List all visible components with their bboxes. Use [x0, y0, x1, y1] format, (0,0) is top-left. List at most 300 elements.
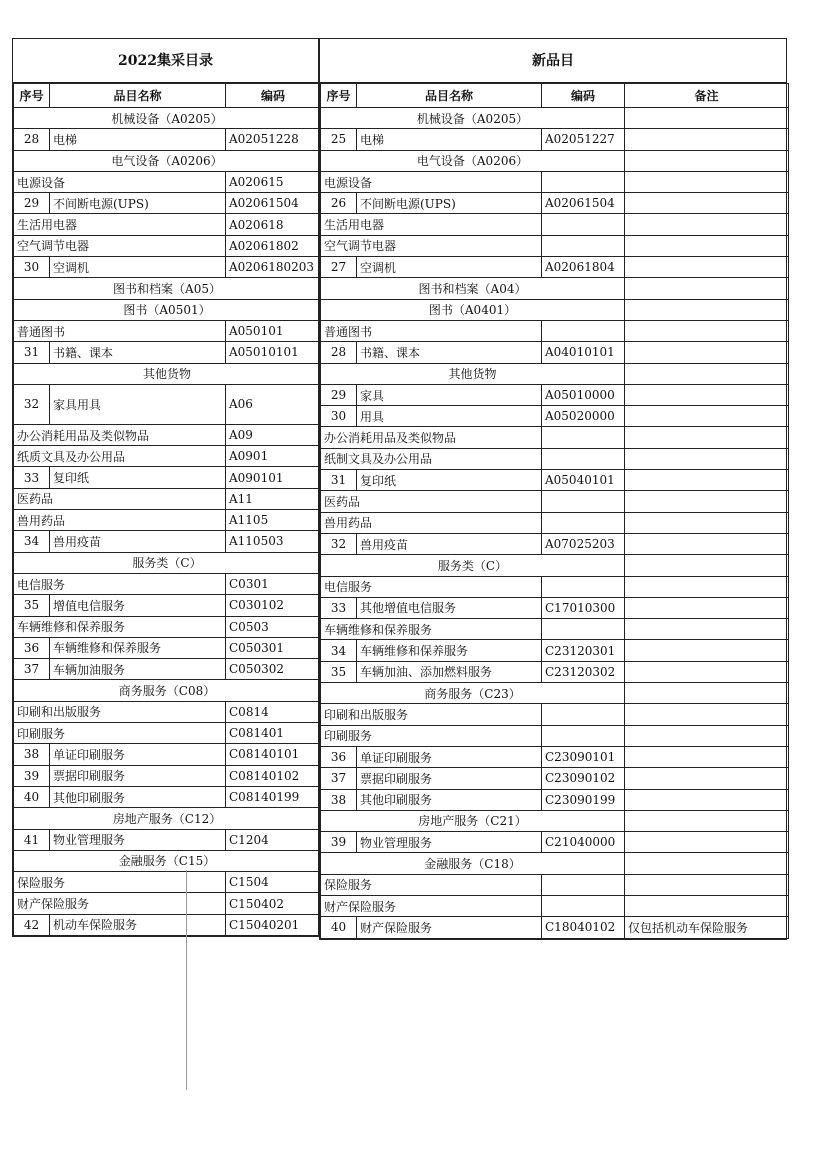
item-name: 增值电信服务	[50, 595, 226, 616]
note-cell	[625, 895, 789, 916]
group-row	[321, 491, 789, 512]
item-row	[321, 917, 789, 938]
header-name: 品目名称	[357, 84, 542, 108]
item-row	[321, 342, 789, 363]
catalog-table-new	[320, 83, 789, 939]
group-name: 纸制文具及办公用品	[321, 448, 542, 469]
group-name: 办公消耗用品及类似物品	[321, 427, 542, 448]
item-name: 车辆维修和保养服务	[357, 640, 542, 661]
code-cell	[542, 725, 625, 746]
item-row	[321, 597, 789, 618]
group-row	[321, 214, 789, 235]
code-cell: A02061504	[226, 193, 321, 214]
group-row	[321, 427, 789, 448]
group-row	[321, 171, 789, 192]
code-cell: C1504	[226, 872, 321, 893]
code-cell: A110503	[226, 531, 321, 552]
item-number: 40	[321, 917, 357, 938]
item-number: 32	[321, 533, 357, 554]
section-title: 商务服务（C23）	[321, 683, 625, 704]
item-row	[14, 744, 321, 765]
code-cell: C08140199	[226, 786, 321, 807]
code-cell: C23090199	[542, 789, 625, 810]
group-name: 车辆维修和保养服务	[14, 616, 226, 637]
group-name: 办公消耗用品及类似物品	[14, 424, 226, 445]
catalog-body	[14, 108, 321, 936]
item-number: 37	[321, 768, 357, 789]
code-cell: A07025203	[542, 533, 625, 554]
group-row	[14, 171, 321, 192]
code-cell	[542, 491, 625, 512]
section-row	[321, 108, 789, 129]
note-cell	[625, 576, 789, 597]
item-name: 其他增值电信服务	[357, 597, 542, 618]
note-cell	[625, 661, 789, 682]
code-cell	[542, 704, 625, 725]
item-number: 33	[321, 597, 357, 618]
group-name: 印刷和出版服务	[321, 704, 542, 725]
section-title: 机械设备（A0205）	[14, 108, 321, 129]
item-name: 车辆维修和保养服务	[50, 637, 226, 658]
note-cell	[625, 853, 789, 874]
code-cell: C050302	[226, 659, 321, 680]
section-row	[14, 808, 321, 829]
code-cell: C0503	[226, 616, 321, 637]
code-cell: C23120301	[542, 640, 625, 661]
item-number: 40	[14, 786, 50, 807]
group-row	[321, 448, 789, 469]
note-cell	[625, 278, 789, 299]
group-name: 兽用药品	[321, 512, 542, 533]
item-row	[14, 531, 321, 552]
section-row	[14, 150, 321, 171]
group-name: 印刷服务	[321, 725, 542, 746]
code-cell: C150402	[226, 893, 321, 914]
group-row	[14, 446, 321, 467]
group-name: 电信服务	[14, 573, 226, 594]
group-row	[14, 701, 321, 722]
group-row	[321, 704, 789, 725]
section-row	[321, 810, 789, 831]
code-cell: C030102	[226, 595, 321, 616]
note-cell	[625, 299, 789, 320]
item-name: 财产保险服务	[357, 917, 542, 938]
item-number: 33	[14, 467, 50, 488]
code-cell	[542, 576, 625, 597]
section-row	[321, 853, 789, 874]
group-row	[14, 893, 321, 914]
group-row	[321, 725, 789, 746]
item-number: 38	[321, 789, 357, 810]
item-number: 39	[321, 832, 357, 853]
group-name: 保险服务	[321, 874, 542, 895]
item-row	[14, 129, 321, 150]
group-name: 财产保险服务	[14, 893, 226, 914]
code-cell: A06	[226, 384, 321, 424]
code-cell: C0301	[226, 573, 321, 594]
group-name: 生活用电器	[14, 214, 226, 235]
section-row	[14, 278, 321, 299]
section-title: 电气设备（A0206）	[14, 150, 321, 171]
section-row	[14, 299, 321, 320]
group-name: 纸质文具及办公用品	[14, 446, 226, 467]
note-cell	[625, 193, 789, 214]
item-name: 不间断电源(UPS)	[50, 193, 226, 214]
header-note: 备注	[625, 84, 789, 108]
item-name: 复印纸	[357, 470, 542, 491]
section-row	[14, 108, 321, 129]
section-row	[14, 850, 321, 871]
item-name: 车辆加油、添加燃料服务	[357, 661, 542, 682]
header-no: 序号	[14, 84, 50, 108]
item-number: 34	[14, 531, 50, 552]
item-row	[321, 384, 789, 405]
group-row	[14, 872, 321, 893]
code-cell: A1105	[226, 510, 321, 531]
scan-artifact-line	[186, 870, 187, 1090]
note-cell	[625, 683, 789, 704]
item-number: 37	[14, 659, 50, 680]
header-code: 编码	[226, 84, 321, 108]
note-cell	[625, 810, 789, 831]
item-name: 物业管理服务	[357, 832, 542, 853]
code-cell	[542, 448, 625, 469]
item-row	[14, 765, 321, 786]
item-number: 29	[14, 193, 50, 214]
note-cell	[625, 448, 789, 469]
group-name: 空气调节电器	[321, 235, 542, 256]
item-number: 32	[14, 384, 50, 424]
section-title: 图书（A0501）	[14, 299, 321, 320]
item-number: 28	[321, 342, 357, 363]
panel-new-items	[319, 38, 787, 940]
group-row	[321, 320, 789, 341]
group-name: 医药品	[14, 488, 226, 509]
group-name: 电信服务	[321, 576, 542, 597]
item-number: 25	[321, 129, 357, 150]
note-cell	[625, 406, 789, 427]
section-title: 其他货物	[14, 363, 321, 384]
code-cell: A0901	[226, 446, 321, 467]
item-row	[321, 129, 789, 150]
item-row	[321, 193, 789, 214]
item-name: 票据印刷服务	[50, 765, 226, 786]
group-row	[14, 424, 321, 445]
code-cell: C0814	[226, 701, 321, 722]
item-row	[321, 640, 789, 661]
item-number: 30	[321, 406, 357, 427]
item-name: 单证印刷服务	[50, 744, 226, 765]
group-row	[321, 619, 789, 640]
group-row	[321, 576, 789, 597]
code-cell: A02051227	[542, 129, 625, 150]
code-cell: C18040102	[542, 917, 625, 938]
code-cell: A0206180203	[226, 257, 321, 278]
section-title: 房地产服务（C12）	[14, 808, 321, 829]
code-cell: C23090101	[542, 746, 625, 767]
code-cell: C08140102	[226, 765, 321, 786]
item-name: 其他印刷服务	[50, 786, 226, 807]
item-name: 电梯	[50, 129, 226, 150]
code-cell: A020615	[226, 171, 321, 192]
item-name: 用具	[357, 406, 542, 427]
header-name: 品目名称	[50, 84, 226, 108]
catalog-sheet	[12, 38, 787, 984]
code-cell: C17010300	[542, 597, 625, 618]
item-row	[321, 789, 789, 810]
item-row	[321, 257, 789, 278]
item-row	[14, 342, 321, 363]
item-name: 书籍、课本	[357, 342, 542, 363]
note-cell	[625, 235, 789, 256]
header-row	[14, 84, 321, 108]
group-name: 财产保险服务	[321, 895, 542, 916]
code-cell	[542, 214, 625, 235]
note-cell	[625, 214, 789, 235]
header-code: 编码	[542, 84, 625, 108]
group-row	[14, 510, 321, 531]
section-row	[321, 363, 789, 384]
item-row	[14, 193, 321, 214]
code-cell: A11	[226, 488, 321, 509]
item-number: 35	[321, 661, 357, 682]
code-cell: A05010101	[226, 342, 321, 363]
code-cell: C23090102	[542, 768, 625, 789]
group-name: 普通图书	[321, 320, 542, 341]
code-cell: C08140101	[226, 744, 321, 765]
note-cell	[625, 555, 789, 576]
note-cell	[625, 832, 789, 853]
section-title: 服务类（C）	[14, 552, 321, 573]
item-number: 26	[321, 193, 357, 214]
item-row	[321, 406, 789, 427]
section-row	[321, 683, 789, 704]
code-cell: A050101	[226, 320, 321, 341]
code-cell: C081401	[226, 723, 321, 744]
item-row	[321, 768, 789, 789]
code-cell: C1204	[226, 829, 321, 850]
item-row	[14, 467, 321, 488]
item-name: 车辆加油服务	[50, 659, 226, 680]
code-cell	[542, 619, 625, 640]
group-name: 普通图书	[14, 320, 226, 341]
section-row	[321, 299, 789, 320]
item-row	[14, 786, 321, 807]
code-cell: A09	[226, 424, 321, 445]
item-name: 复印纸	[50, 467, 226, 488]
item-number: 39	[14, 765, 50, 786]
item-number: 30	[14, 257, 50, 278]
section-row	[14, 680, 321, 701]
item-name: 其他印刷服务	[357, 789, 542, 810]
item-number: 28	[14, 129, 50, 150]
group-name: 电源设备	[14, 171, 226, 192]
code-cell: A05010000	[542, 384, 625, 405]
group-row	[14, 488, 321, 509]
group-name: 电源设备	[321, 171, 542, 192]
note-cell: 仅包括机动车保险服务	[625, 917, 789, 938]
item-row	[14, 829, 321, 850]
header-row	[321, 84, 789, 108]
section-title: 其他货物	[321, 363, 625, 384]
item-number: 41	[14, 829, 50, 850]
note-cell	[625, 746, 789, 767]
item-name: 兽用疫苗	[357, 533, 542, 554]
note-cell	[625, 597, 789, 618]
panel-2022-catalog	[12, 38, 319, 937]
note-cell	[625, 257, 789, 278]
item-row	[14, 257, 321, 278]
note-cell	[625, 789, 789, 810]
item-name: 书籍、课本	[50, 342, 226, 363]
section-title: 图书和档案（A05）	[14, 278, 321, 299]
section-row	[321, 278, 789, 299]
item-row	[321, 746, 789, 767]
item-row	[14, 659, 321, 680]
item-number: 42	[14, 914, 50, 935]
section-title: 电气设备（A0206）	[321, 150, 625, 171]
group-row	[321, 895, 789, 916]
note-cell	[625, 874, 789, 895]
item-row	[321, 661, 789, 682]
code-cell: A05020000	[542, 406, 625, 427]
group-name: 印刷服务	[14, 723, 226, 744]
item-number: 27	[321, 257, 357, 278]
note-cell	[625, 640, 789, 661]
code-cell: A02061804	[542, 257, 625, 278]
panel-title: 新品目	[320, 39, 786, 83]
group-row	[321, 512, 789, 533]
section-title: 房地产服务（C21）	[321, 810, 625, 831]
item-row	[321, 470, 789, 491]
note-cell	[625, 320, 789, 341]
item-number: 35	[14, 595, 50, 616]
item-row	[14, 384, 321, 424]
code-cell: C050301	[226, 637, 321, 658]
item-name: 家具	[357, 384, 542, 405]
section-title: 服务类（C）	[321, 555, 625, 576]
note-cell	[625, 619, 789, 640]
code-cell	[542, 320, 625, 341]
group-name: 医药品	[321, 491, 542, 512]
item-name: 物业管理服务	[50, 829, 226, 850]
item-name: 兽用疫苗	[50, 531, 226, 552]
item-row	[321, 533, 789, 554]
item-row	[321, 832, 789, 853]
item-name: 空调机	[50, 257, 226, 278]
header-no: 序号	[321, 84, 357, 108]
note-cell	[625, 129, 789, 150]
section-row	[321, 555, 789, 576]
code-cell: A02061802	[226, 235, 321, 256]
code-cell: A05040101	[542, 470, 625, 491]
code-cell	[542, 171, 625, 192]
code-cell	[542, 895, 625, 916]
item-number: 34	[321, 640, 357, 661]
item-name: 空调机	[357, 257, 542, 278]
item-number: 29	[321, 384, 357, 405]
note-cell	[625, 363, 789, 384]
group-row	[14, 320, 321, 341]
note-cell	[625, 108, 789, 129]
section-title: 金融服务（C18）	[321, 853, 625, 874]
section-title: 机械设备（A0205）	[321, 108, 625, 129]
note-cell	[625, 427, 789, 448]
group-row	[14, 723, 321, 744]
item-name: 单证印刷服务	[357, 746, 542, 767]
code-cell: A04010101	[542, 342, 625, 363]
catalog-body	[321, 108, 789, 939]
code-cell	[542, 512, 625, 533]
section-row	[321, 150, 789, 171]
code-cell: A020618	[226, 214, 321, 235]
item-name: 电梯	[357, 129, 542, 150]
group-row	[14, 616, 321, 637]
item-number: 38	[14, 744, 50, 765]
section-title: 金融服务（C15）	[14, 850, 321, 871]
code-cell: A090101	[226, 467, 321, 488]
code-cell: A02061504	[542, 193, 625, 214]
note-cell	[625, 384, 789, 405]
section-row	[14, 363, 321, 384]
note-cell	[625, 342, 789, 363]
item-row	[14, 637, 321, 658]
note-cell	[625, 768, 789, 789]
item-name: 机动车保险服务	[50, 914, 226, 935]
section-title: 商务服务（C08）	[14, 680, 321, 701]
note-cell	[625, 704, 789, 725]
group-name: 生活用电器	[321, 214, 542, 235]
note-cell	[625, 150, 789, 171]
item-number: 36	[14, 637, 50, 658]
group-row	[321, 874, 789, 895]
note-cell	[625, 491, 789, 512]
group-row	[14, 573, 321, 594]
code-cell: C21040000	[542, 832, 625, 853]
group-row	[14, 235, 321, 256]
section-row	[14, 552, 321, 573]
item-row	[14, 595, 321, 616]
item-number: 31	[14, 342, 50, 363]
note-cell	[625, 725, 789, 746]
section-title: 图书（A0401）	[321, 299, 625, 320]
item-number: 36	[321, 746, 357, 767]
group-row	[14, 214, 321, 235]
item-row	[14, 914, 321, 935]
code-cell: C23120302	[542, 661, 625, 682]
panel-title: 2022集采目录	[13, 39, 318, 83]
code-cell: C15040201	[226, 914, 321, 935]
code-cell	[542, 235, 625, 256]
note-cell	[625, 533, 789, 554]
catalog-table-2022	[13, 83, 321, 936]
group-name: 车辆维修和保养服务	[321, 619, 542, 640]
note-cell	[625, 470, 789, 491]
section-title: 图书和档案（A04）	[321, 278, 625, 299]
group-row	[321, 235, 789, 256]
group-name: 兽用药品	[14, 510, 226, 531]
code-cell	[542, 427, 625, 448]
code-cell	[542, 874, 625, 895]
code-cell: A02051228	[226, 129, 321, 150]
group-name: 保险服务	[14, 872, 226, 893]
note-cell	[625, 512, 789, 533]
group-name: 印刷和出版服务	[14, 701, 226, 722]
item-name: 不间断电源(UPS)	[357, 193, 542, 214]
item-name: 票据印刷服务	[357, 768, 542, 789]
item-name: 家具用具	[50, 384, 226, 424]
item-number: 31	[321, 470, 357, 491]
